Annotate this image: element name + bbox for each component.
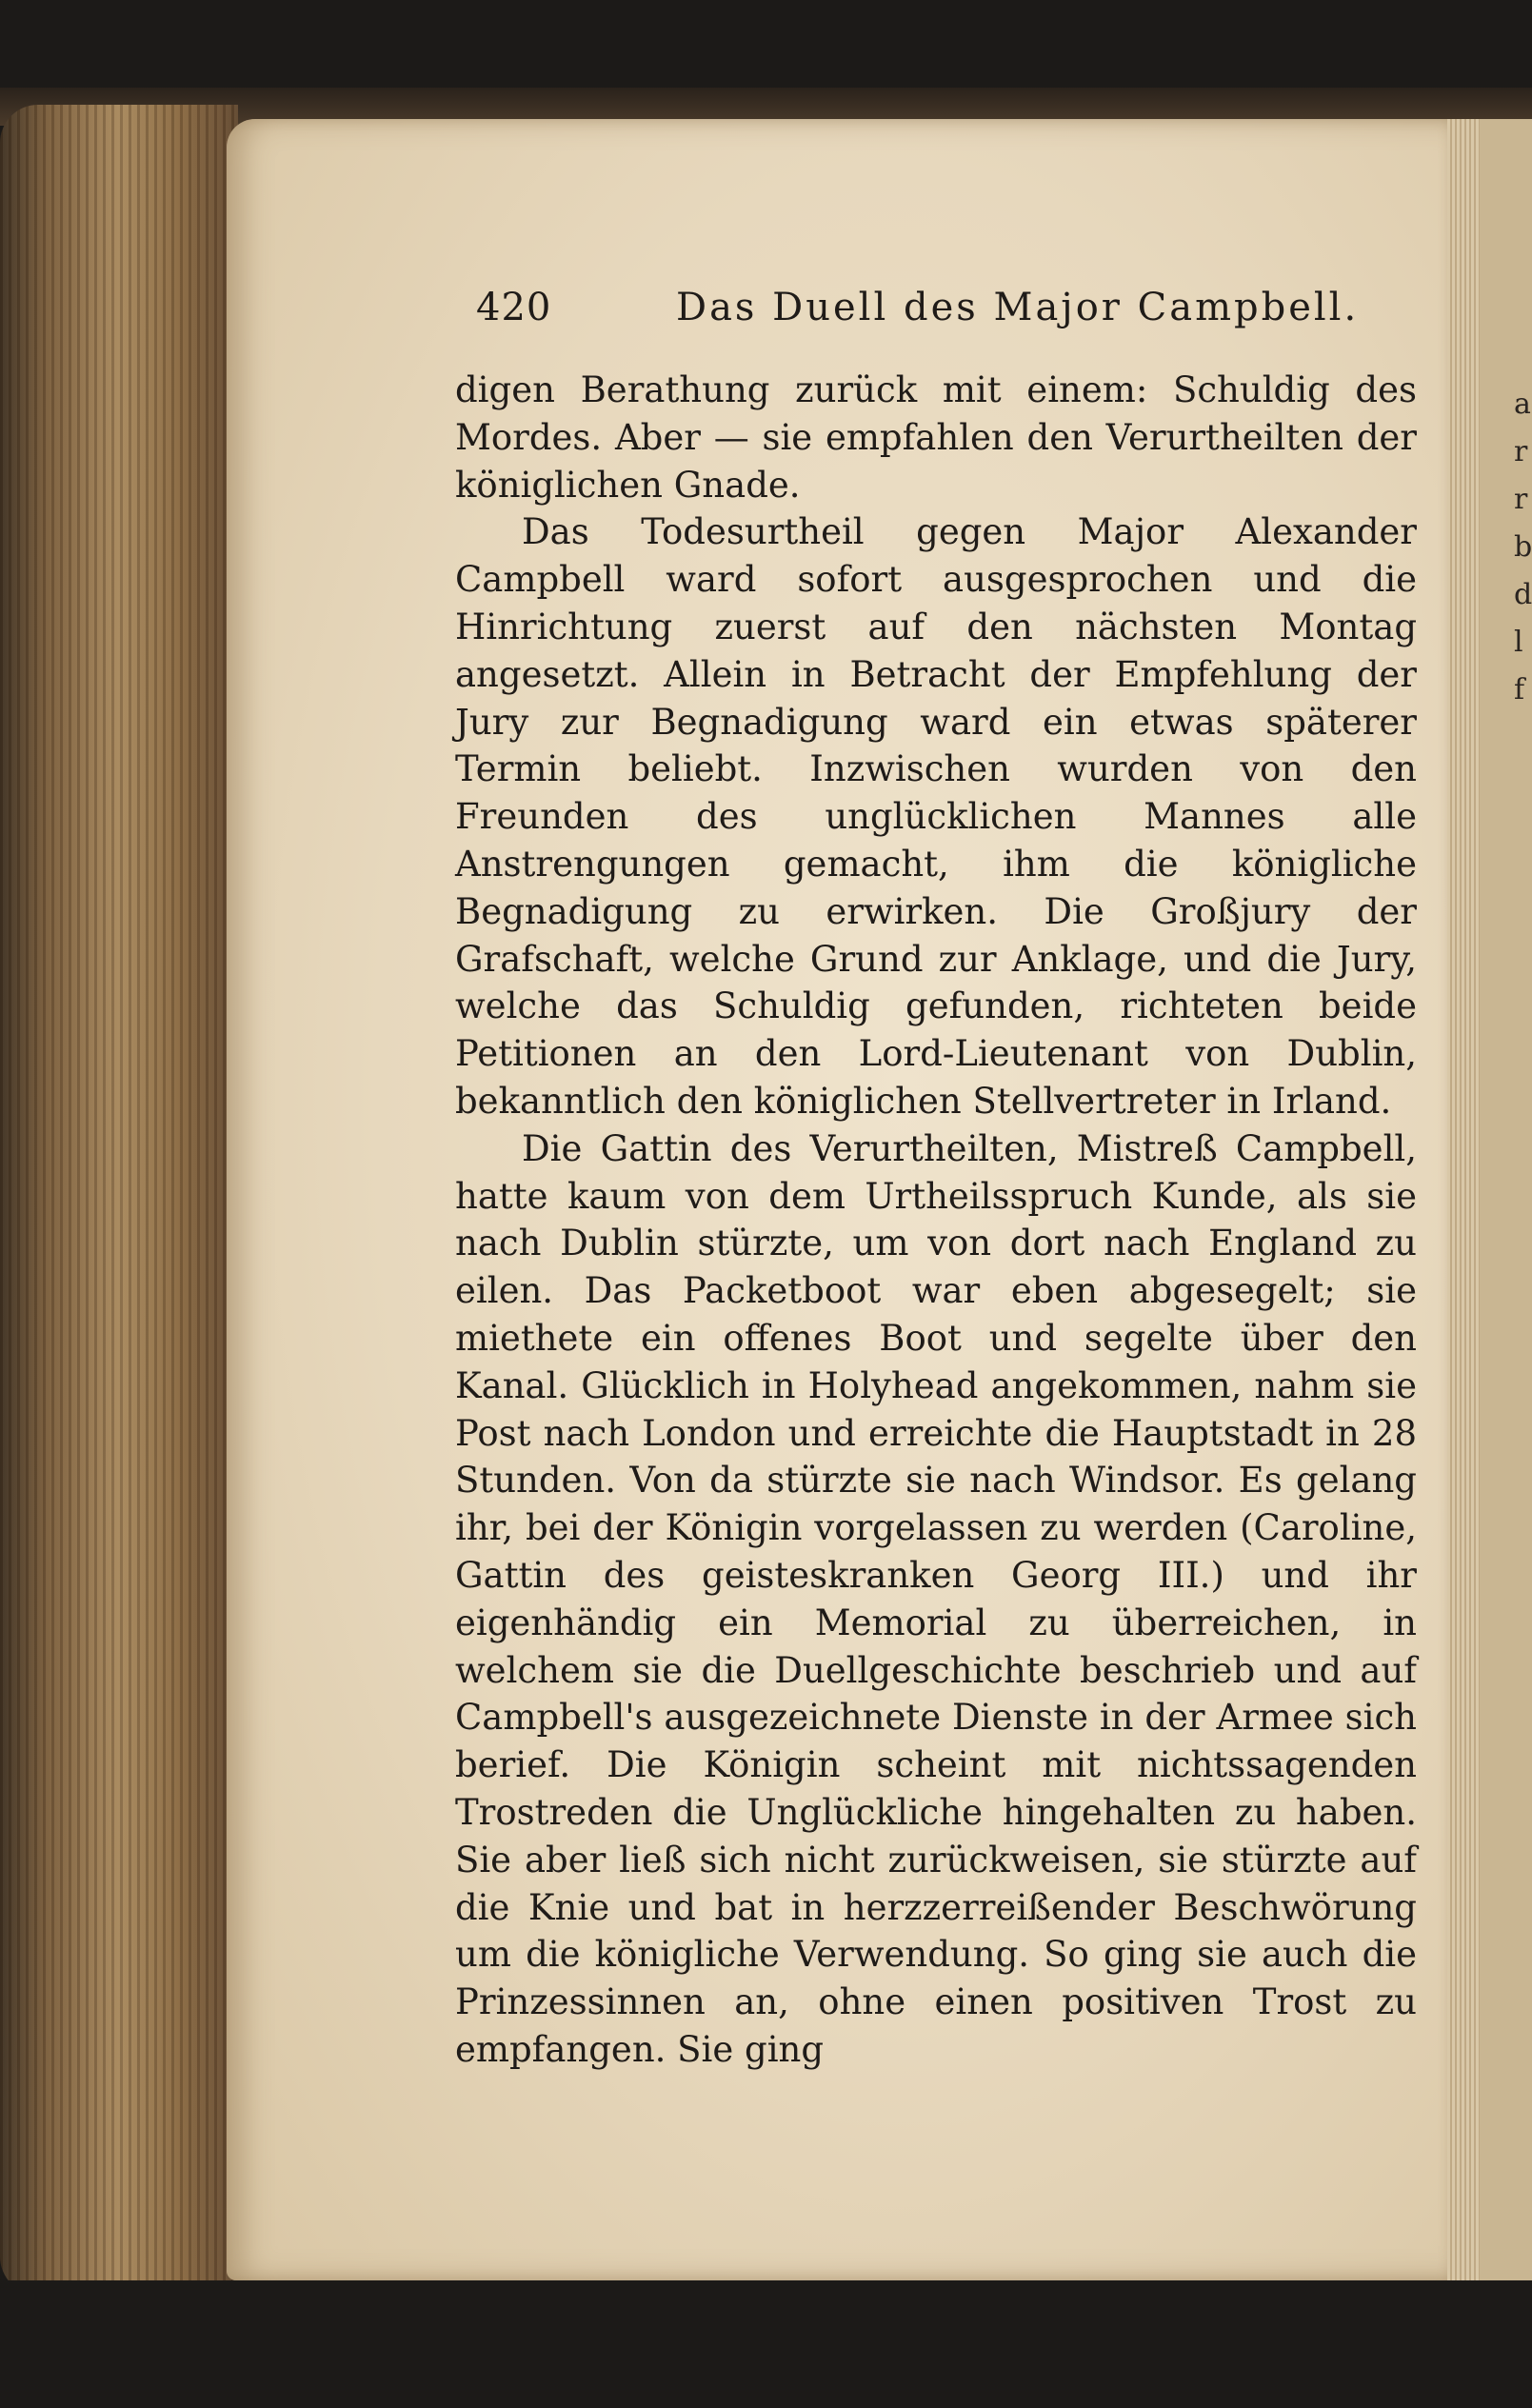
page-edge-stripes [0,105,238,2295]
page-gutter [1447,119,1480,2280]
book-page-edges [0,105,238,2295]
page-header [476,286,1409,343]
running-title: Das Duell des Major Campbell. [676,286,1360,329]
paragraph-2: Das Todesurtheil gegen Major Alexander Campbell ward sofort ausgesprochen und die Hinrichtung zuerst auf den nächsten Montag angesetzt. Allein in Betracht der Empfehlung der Jury zur Begnadigung ward ein etwas späterer Termin beliebt. Inzwischen wurden von den Freunden des unglücklichen Mannes alle Anstrengungen gemacht, ihm die königliche Begnadigung zu erwirken. Die Großjury der Grafschaft, welche Grund zur Anklage, und die Jury, welche das Schuldig gefunden, richteten beide Petitionen an den Lord-Lieutenant von Dublin, bekanntlich den königlichen Stellvertreter in Irland. [455,511,1417,1122]
page-number: 420 [476,286,552,329]
paragraph-3: Die Gattin des Verurtheilten, Mistreß Campbell, hatte kaum von dem Urtheilsspruch Kunde, als sie nach Dublin stürzte, um von dort nach England zu eilen. Das Packetboot war eben abgesegelt; sie miethete ein offenes Boot und segelte über den Kanal. Glücklich in Holyhead angekommen, nahm sie Post nach London und erreichte die Hauptstadt in 28 Stunden. Von da stürzte sie nach Windsor. Es gelang ihr, bei der Königin vorgelassen zu werden (Caroline, Gattin des geisteskranken Georg III.) und ihr eigenhändig ein Memorial zu überreichen, in welchem sie die Duellgeschichte beschrieb und auf Campbell's ausgezeichnete Dienste in der Armee sich berief. Die Königin scheint mit nichtssagenden Trostreden die Unglückliche hingehalten zu haben. Sie aber ließ sich nicht zurückweisen, sie stürzte auf die Knie und bat in herzzerreißender Beschwörung um die königliche Verwendung. So ging sie auch die Prinzessinnen an, ohne einen positiven Trost zu empfangen. Sie ging [455,1127,1417,2070]
body-text [455,367,1417,2074]
background-bottom [0,2280,1532,2408]
paragraph-1: digen Berathung zurück mit einem: Schuldig des Mordes. Aber — sie empfahlen den Verurtheilten der königlichen Gnade. [455,369,1417,506]
adjacent-page-text: a r r b d l f [1514,388,1532,706]
